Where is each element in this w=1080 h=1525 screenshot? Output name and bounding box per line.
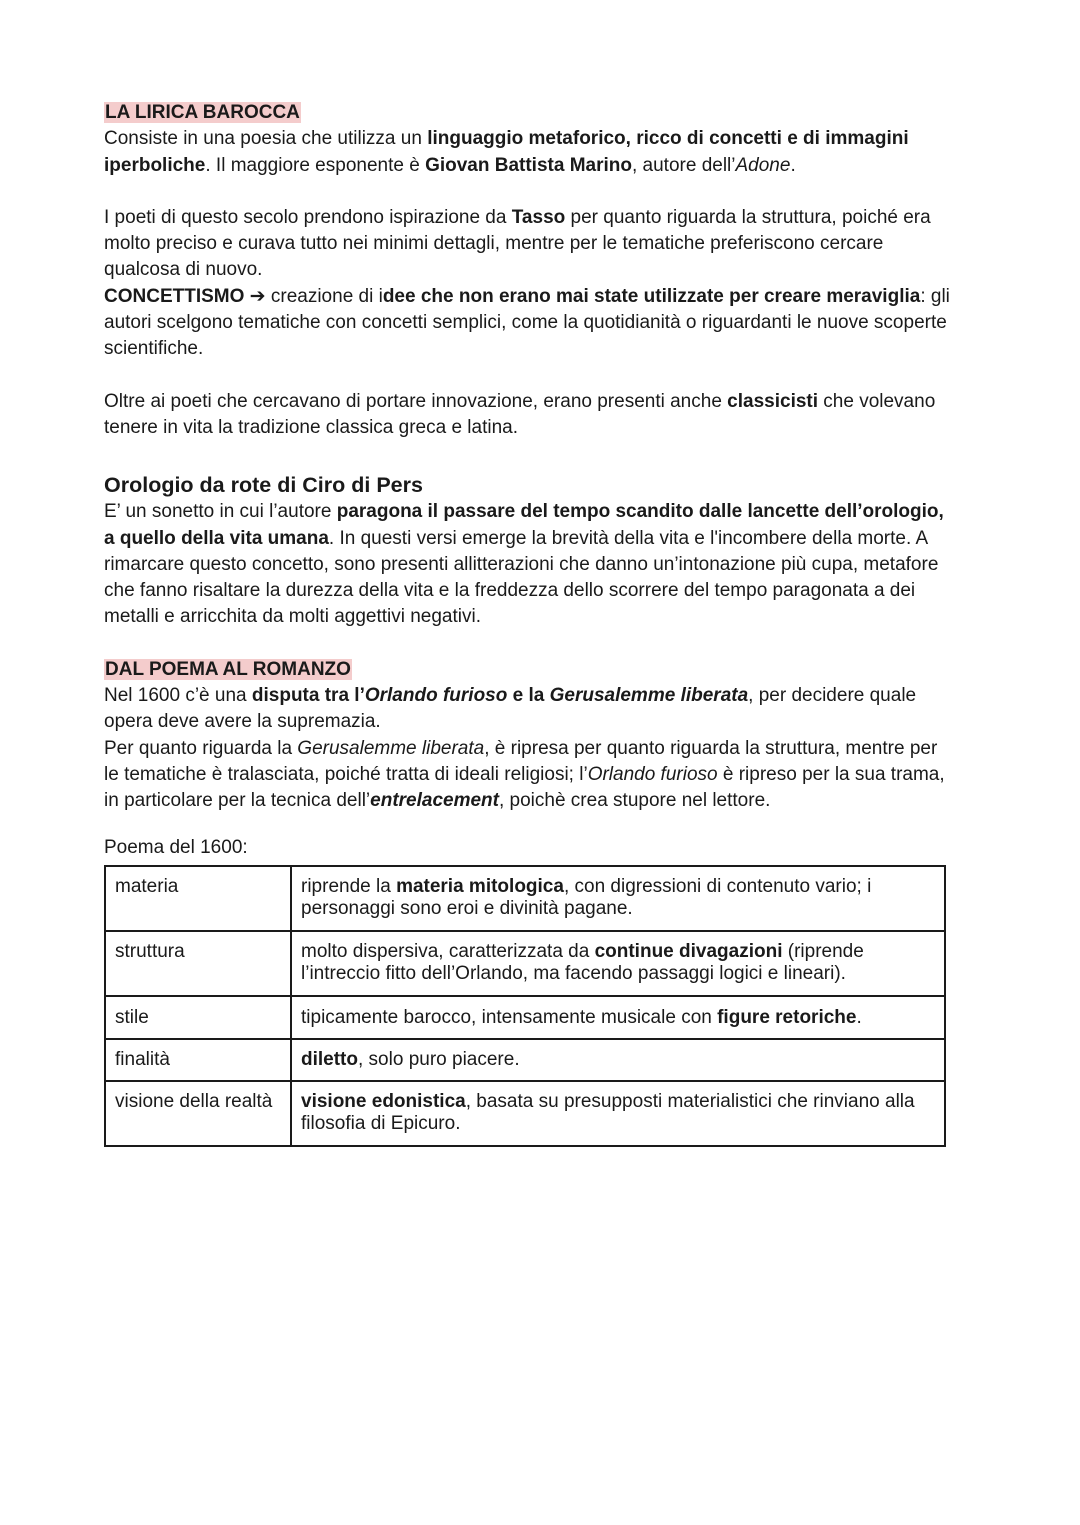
document-page [104, 100, 954, 1147]
table-row [105, 1081, 945, 1146]
subtitle-orologio: Orologio da rote di Ciro di Pers [104, 473, 423, 498]
table-caption: Poema del 1600: [104, 836, 248, 858]
table-row [105, 1039, 945, 1081]
arrow-right-icon: ➔ [244, 285, 271, 307]
section-title-lirica-barocca: LA LIRICA BAROCCA [105, 102, 300, 123]
table-row [105, 931, 945, 996]
paragraph-classicisti: Oltre ai poeti che cercavano di portare innovazione, erano presenti anche classicisti che volevano tenere in vita la tradizione classica greca e latina. [104, 390, 936, 438]
paragraph-disputa: Nel 1600 c’è una disputa tra l’Orlando furioso e la Gerusalemme liberata, per decidere quale opera deve avere la supremazia. [104, 685, 917, 733]
poema-table [104, 865, 946, 1147]
paragraph-tasso: I poeti di questo secolo prendono ispirazione da Tasso per quanto riguarda la struttura, poiché era molto preciso e curava tutto nei minimi dettagli, mentre per le tematiche preferiscono cercare qualcosa di nuovo. [104, 206, 931, 281]
paragraph-orologio: E’ un sonetto in cui l’autore paragona il passare del tempo scandito dalle lancette dell’orologio, a quello della vita umana. In questi versi emerge la brevità della vita e l'incombere della morte. A rimarcare questo concetto, sono presenti allitterazioni che danno un’intonazione più cupa, metafore che fanno risaltare la durezza della vita e la freddezza dello scorrere del tempo paragonata a dei metalli e arricchita da molti aggettivi negativi. [104, 501, 944, 628]
table-value-cell: tipicamente barocco, intensamente musicale con figure retoriche. [291, 996, 945, 1039]
paragraph-gerusalemme: Per quanto riguarda la Gerusalemme liberata, è ripresa per quanto riguarda la struttura, mentre per le tematiche è tralasciata, poiché tratta di ideali religiosi; l’Orlando furioso è ripreso per la sua trama, in particolare per la tecnica dell’entrelacement, poichè crea stupore nel lettore. [104, 737, 945, 812]
table-key-cell: stile [105, 996, 291, 1039]
table-row [105, 866, 945, 931]
table-value-cell: molto dispersiva, caratterizzata da continue divagazioni (riprende l’intreccio fitto dell’Orlando, ma facendo passaggi logici e lineari). [291, 931, 945, 996]
section-title-poema-romanzo: DAL POEMA AL ROMANZO [105, 658, 351, 680]
table-row [105, 996, 945, 1039]
table-key-cell: visione della realtà [105, 1081, 291, 1146]
table-value-cell: riprende la materia mitologica, con digressioni di contenuto vario; i personaggi sono eroi e divinità pagane. [291, 866, 945, 931]
paragraph-concettismo: CONCETTISMO ➔ creazione di idee che non erano mai state utilizzate per creare meraviglia: gli autori scelgono tematiche con concetti semplici, come la quotidianità o riguardanti le nuove scoperte scientifiche. [104, 285, 950, 360]
table-value-cell: diletto, solo puro piacere. [291, 1039, 945, 1081]
table-key-cell: struttura [105, 931, 291, 996]
table-value-cell: visione edonistica, basata su presupposti materialistici che rinviano alla filosofia di Epicuro. [291, 1081, 945, 1146]
table-key-cell: materia [105, 866, 291, 931]
table-key-cell: finalità [105, 1039, 291, 1081]
paragraph-lirica-intro: Consiste in una poesia che utilizza un linguaggio metaforico, ricco di concetti e di immagini iperboliche. Il maggiore esponente è Giovan Battista Marino, autore dell’Adone. [104, 128, 909, 176]
